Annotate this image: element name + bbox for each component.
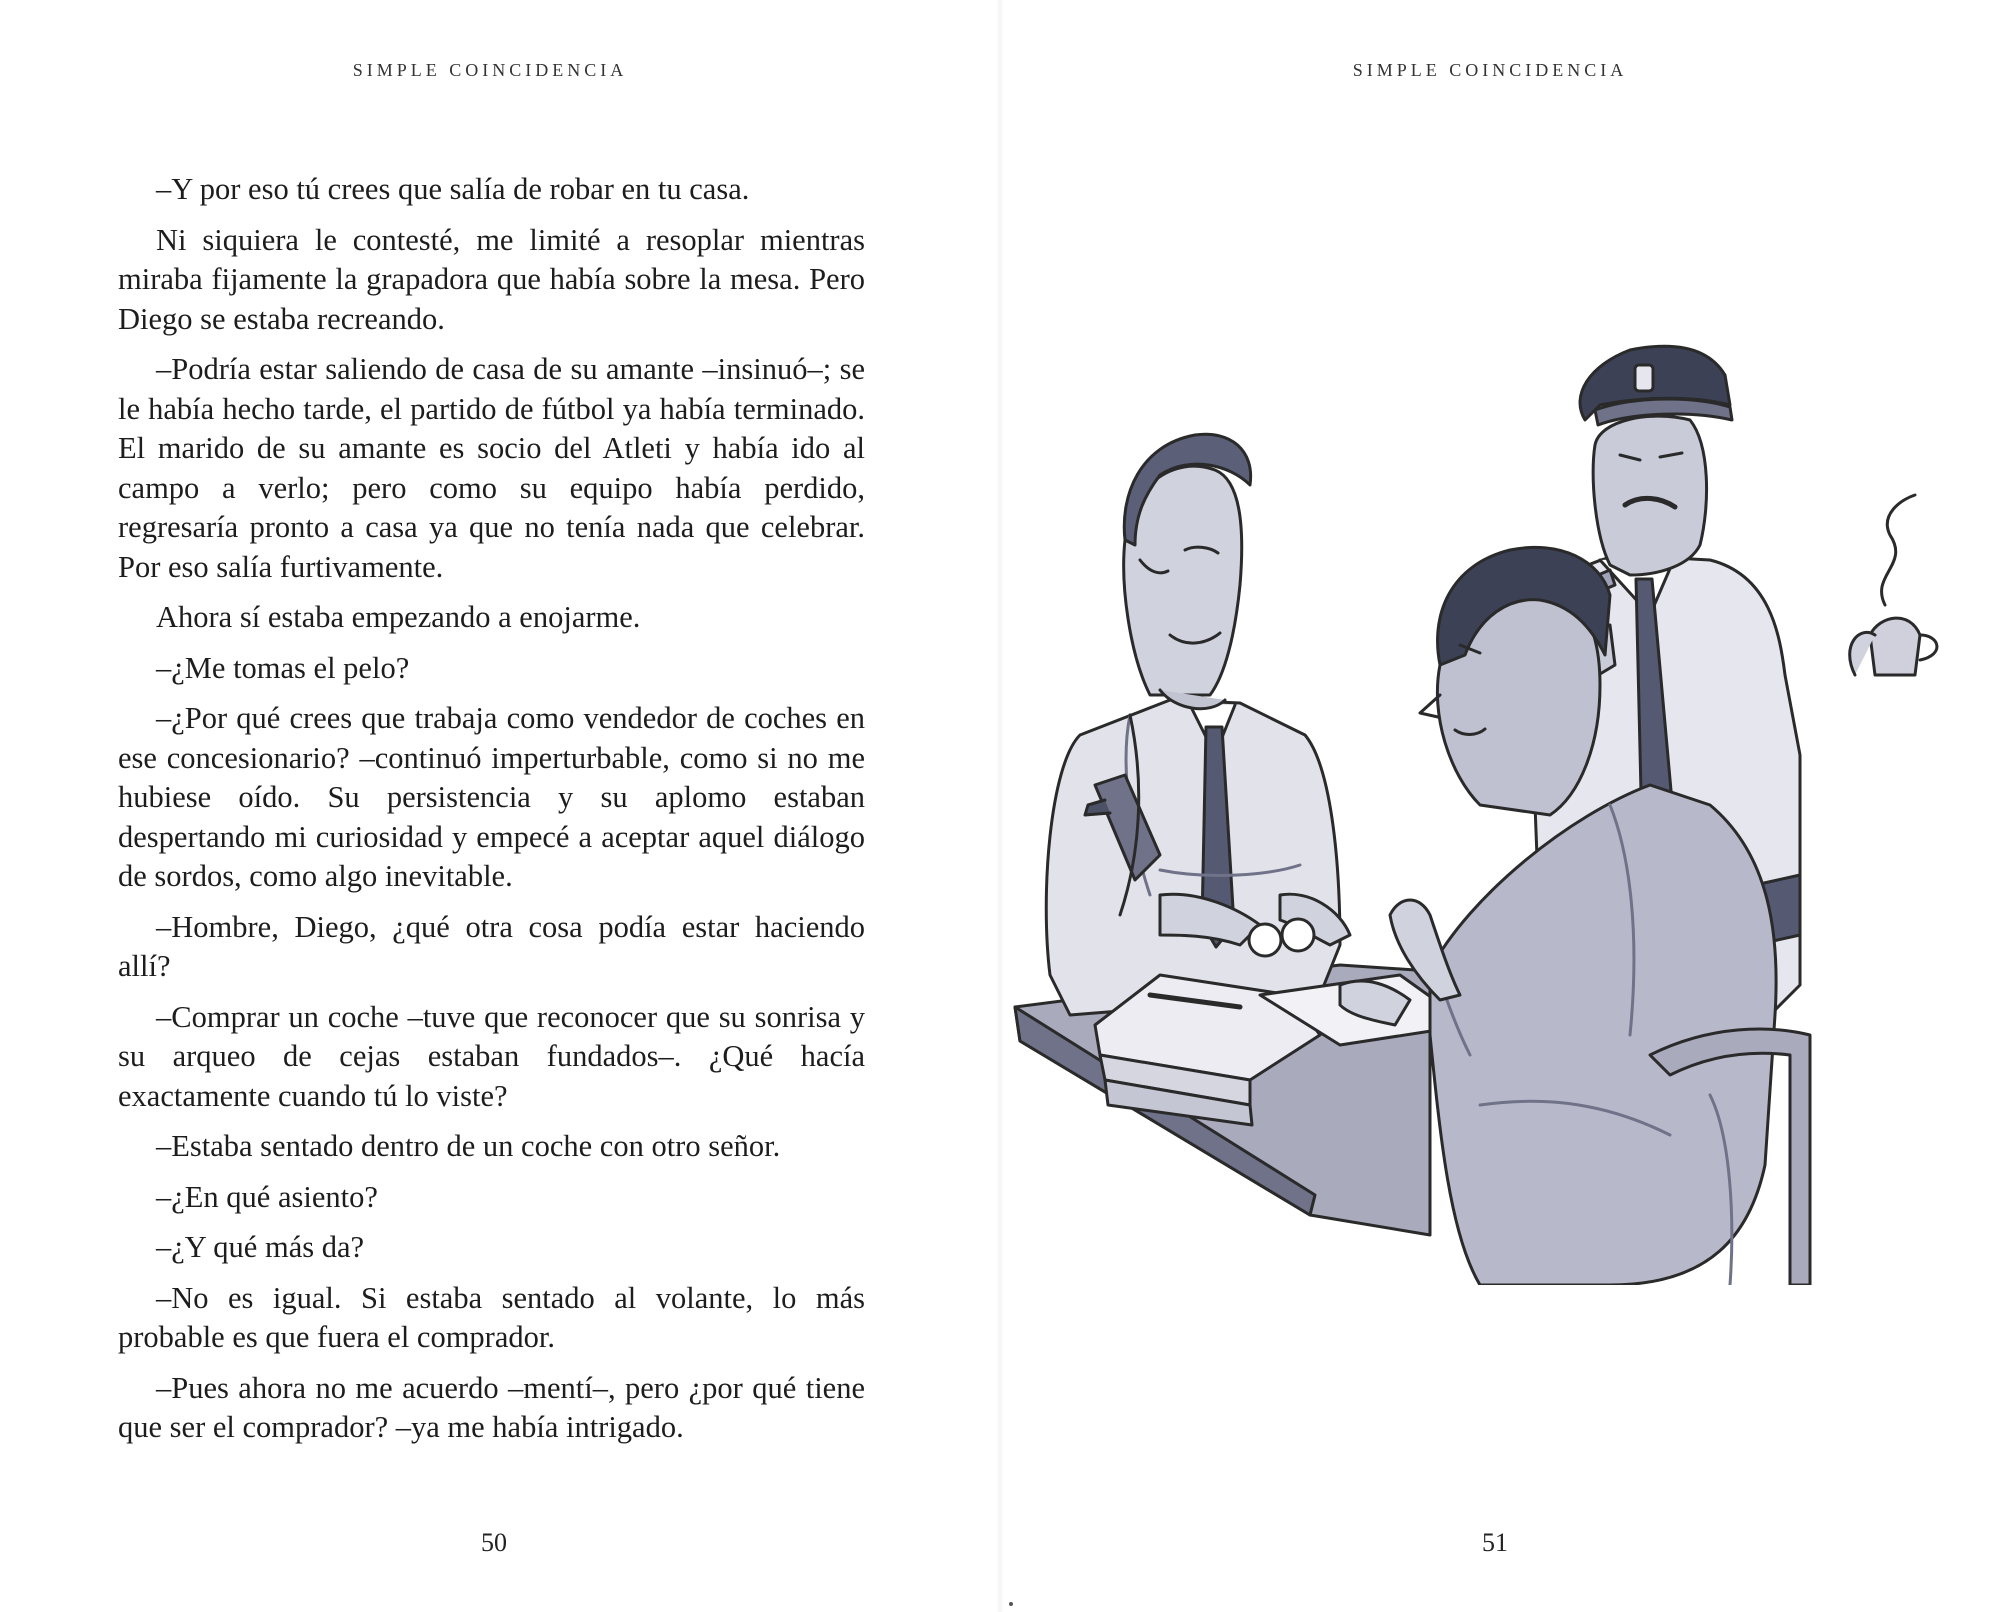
paragraph: –Y por eso tú crees que salía de robar en tu casa. xyxy=(156,172,750,206)
paragraph: –Pues ahora no me acuerdo –mentí–, pero ¿por qué tiene que ser el comprador? –ya me había intrigado. xyxy=(118,1370,865,1444)
running-head-left: SIMPLE COINCIDENCIA xyxy=(352,60,628,80)
paragraph: –Estaba sentado dentro de un coche con otro señor. xyxy=(156,1129,781,1163)
page-number-left: 50 xyxy=(481,1528,507,1557)
page-number-right: 51 xyxy=(1482,1528,1508,1557)
paragraph: –Comprar un coche –tuve que reconocer que su sonrisa y su arqueo de cejas estaban fundados–. ¿Qué hacía exactamente cuando tú lo viste? xyxy=(118,999,865,1113)
detective-figure xyxy=(1046,434,1350,1015)
paragraph: Ahora sí estaba empezando a enojarme. xyxy=(156,600,641,634)
paragraph: –¿Me tomas el pelo? xyxy=(156,650,410,685)
body-text xyxy=(118,170,865,1459)
paragraph: –Podría estar saliendo de casa de su amante –insinuó–; se le había hecho tarde, el partido de fútbol ya había terminado. El marido de su amante es socio del Atleti y había ido al campo a verlo; pero como su equipo había perdido, regresaría pronto a casa ya que no tenía nada que celebrar. Por eso salía furtivamente. xyxy=(118,352,865,584)
paragraph: –¿Por qué crees que trabaja como vendedor de coches en ese concesionario? –continuó imperturbable, como si no me hubiese oído. Su persistencia y su aplomo estaban despertando mi curiosidad y empecé a aceptar aquel diálogo de sordos, como algo inevitable. xyxy=(118,701,865,893)
paragraph: –Hombre, Diego, ¿qué otra cosa podía estar haciendo allí? xyxy=(118,909,865,983)
print-speck xyxy=(1009,1602,1013,1606)
paragraph: –¿Y qué más da? xyxy=(156,1230,365,1264)
running-head-right: SIMPLE COINCIDENCIA xyxy=(1352,60,1628,80)
police-interrogation-illustration xyxy=(1010,335,2000,1285)
paragraph: –No es igual. Si estaba sentado al volante, lo más probable es que fuera el comprador. xyxy=(118,1280,865,1354)
paragraph: Ni siquiera le contesté, me limité a resoplar mientras miraba fijamente la grapadora que había sobre la mesa. Pero Diego se estaba recreando. xyxy=(118,222,865,336)
paragraph: –¿En qué asiento? xyxy=(156,1179,378,1214)
